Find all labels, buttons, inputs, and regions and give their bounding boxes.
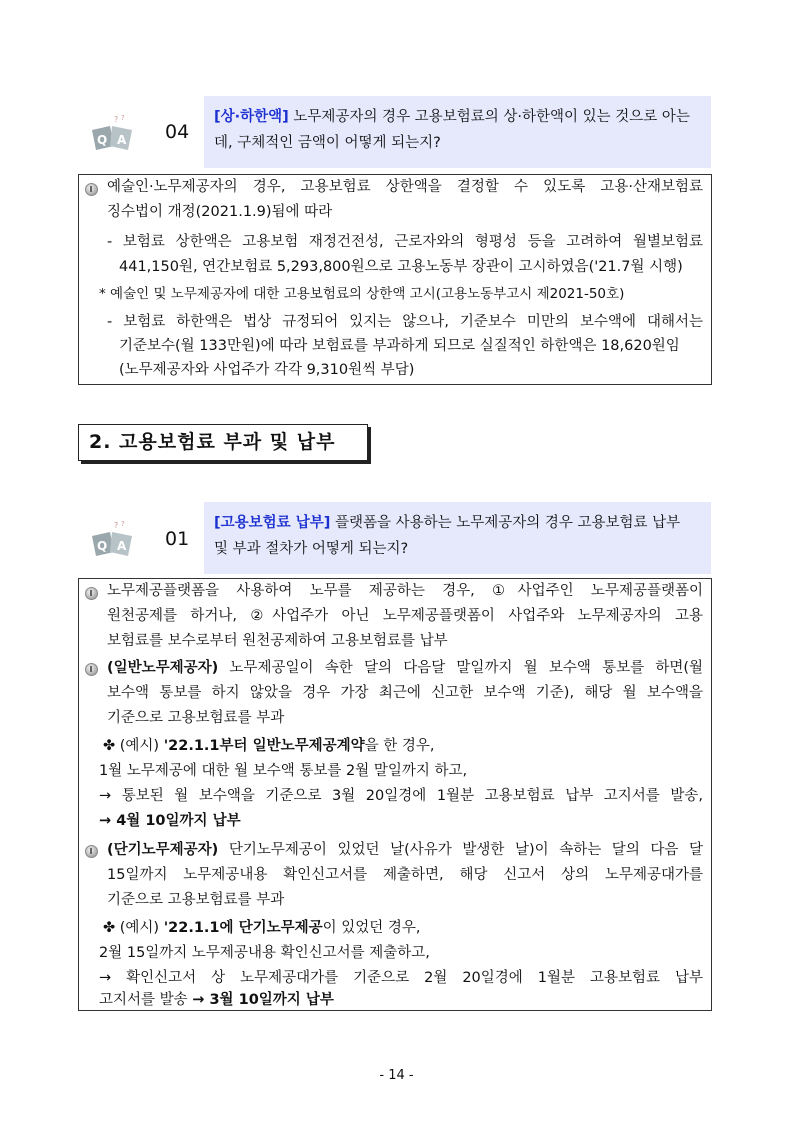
svg-text:A: A <box>117 133 127 147</box>
bullet-icon <box>85 183 98 196</box>
qa-icon <box>86 518 142 558</box>
example-highlight: '22.1.1에 단기노무제공 <box>163 920 323 936</box>
svg-text:Q: Q <box>97 539 108 553</box>
answer-line: 기준으로 고용보험료를 부과 <box>107 892 285 908</box>
question-text: 및 부과 절차가 어떻게 되는지? <box>214 541 409 557</box>
category-label: (일반노무제공자) <box>107 660 219 676</box>
answer-line: 징수법이 개정(2021.1.9)됨에 따라 <box>107 204 333 220</box>
question-box <box>204 96 711 168</box>
answer-line: 예술인·노무제공자의 경우, 고용보험료 상한액을 결정할 수 있도록 고용·산재보험료 <box>107 179 703 195</box>
svg-text:?: ? <box>121 520 125 528</box>
qa-icon <box>86 112 142 152</box>
bullet-icon <box>85 663 98 676</box>
example-line: 1월 노무제공에 대한 월 보수액 통보를 2월 말일까지 하고, <box>99 763 468 779</box>
svg-text:?: ? <box>114 115 119 124</box>
page-number: - 14 - <box>379 1068 414 1083</box>
answer-line: 보수액 통보를 하지 않았을 경우 가장 최근에 신고한 보수액 기준), 해당 월 보수액을 <box>107 685 703 701</box>
example-prefix: ✤ (예시) <box>103 738 164 754</box>
example-line: → 4월 10일까지 납부 <box>99 813 241 829</box>
question-text: 노무제공자의 경우 고용보험료의 상·하한액이 있는 것으로 아는 <box>288 109 690 125</box>
answer-line: 15일까지 노무제공내용 확인신고서를 제출하면, 해당 신고서 상의 노무제공대가를 <box>107 867 703 883</box>
answer-note: * 예술인 및 노무제공자에 대한 고용보험료의 상한액 고시(고용노동부고시 제2021-50호) <box>99 286 625 302</box>
answer-line: 보험료를 보수로부터 원천공제하여 고용보험료를 납부 <box>107 633 448 649</box>
answer-line: 기준으로 고용보험료를 부과 <box>107 710 285 726</box>
category-label: (단기노무제공자) <box>107 842 219 858</box>
example-highlight: '22.1.1부터 일반노무제공계약 <box>163 738 365 754</box>
svg-text:A: A <box>117 539 127 553</box>
question-text: 데, 구체적인 금액이 어떻게 되는지? <box>214 135 441 151</box>
bullet-icon <box>85 587 98 600</box>
example-text: 을 한 경우, <box>364 738 435 754</box>
answer-line: 단기노무제공이 있었던 날(사유가 발생한 날)이 속하는 달의 다음 달 <box>218 842 703 858</box>
question-text: 플랫폼을 사용하는 노무제공자의 경우 고용보험료 납부 <box>330 515 681 531</box>
bullet-icon <box>85 845 98 858</box>
question-number: 01 <box>165 528 190 550</box>
answer-line: 기준보수(월 133만원)에 따라 보험료를 부과하게 되므로 실질적인 하한액은 18,620원임 <box>119 338 680 354</box>
answer-line: 노무제공플랫폼을 사용하여 노무를 제공하는 경우, ①사업주인 노무제공플랫폼이 <box>107 583 703 599</box>
answer-line: 노무제공일이 속한 달의 다음달 말일까지 월 보수액 통보를 하면(월 <box>218 660 703 676</box>
answer-box <box>78 578 712 1011</box>
example-line <box>103 916 421 941</box>
section-title: 2. 고용보험료 부과 및 납부 <box>78 424 368 461</box>
answer-line: - 보험료 상한액은 고용보험 재정건전성, 근로자와의 형평성 등을 고려하여 월별보험료 <box>107 234 703 250</box>
answer-line: 원천공제를 하거나, ②사업주가 아닌 노무제공플랫폼이 사업주와 노무제공자의 고용 <box>107 608 703 624</box>
answer-line: (노무제공자와 사업주가 각각 9,310원씩 부담) <box>119 362 415 378</box>
question-tag: [상·하한액] <box>214 109 289 125</box>
answer-line: - 보험료 하한액은 법상 규정되어 있지는 않으나, 기준보수 미만의 보수액에 대해서는 <box>107 314 703 330</box>
question-box <box>204 502 711 574</box>
example-line: → 통보된 월 보수액을 기준으로 3월 20일경에 1월분 고용보험료 납부 고지서를 발송, <box>99 788 703 804</box>
svg-text:Q: Q <box>97 133 108 147</box>
example-line <box>99 988 334 1013</box>
question-number: 04 <box>165 121 190 143</box>
answer-box <box>78 174 712 385</box>
example-prefix: ✤ (예시) <box>103 920 164 936</box>
question-tag: [고용보험료 납부] <box>214 515 331 531</box>
example-text: 고지서를 발송 <box>99 992 193 1008</box>
example-line: → 확인신고서 상 노무제공대가를 기준으로 2월 20일경에 1월분 고용보험료 납부 <box>99 970 703 986</box>
example-highlight: → 3월 10일까지 납부 <box>192 992 334 1008</box>
example-line <box>103 734 435 759</box>
svg-text:?: ? <box>121 114 125 122</box>
example-text: 이 있었던 경우, <box>322 920 421 936</box>
example-line: 2월 15일까지 노무제공내용 확인신고서를 제출하고, <box>99 945 430 961</box>
answer-line: 441,150원, 연간보험료 5,293,800원으로 고용노동부 장관이 고시하였음('21.7월 시행) <box>119 259 683 275</box>
svg-text:?: ? <box>114 521 119 530</box>
